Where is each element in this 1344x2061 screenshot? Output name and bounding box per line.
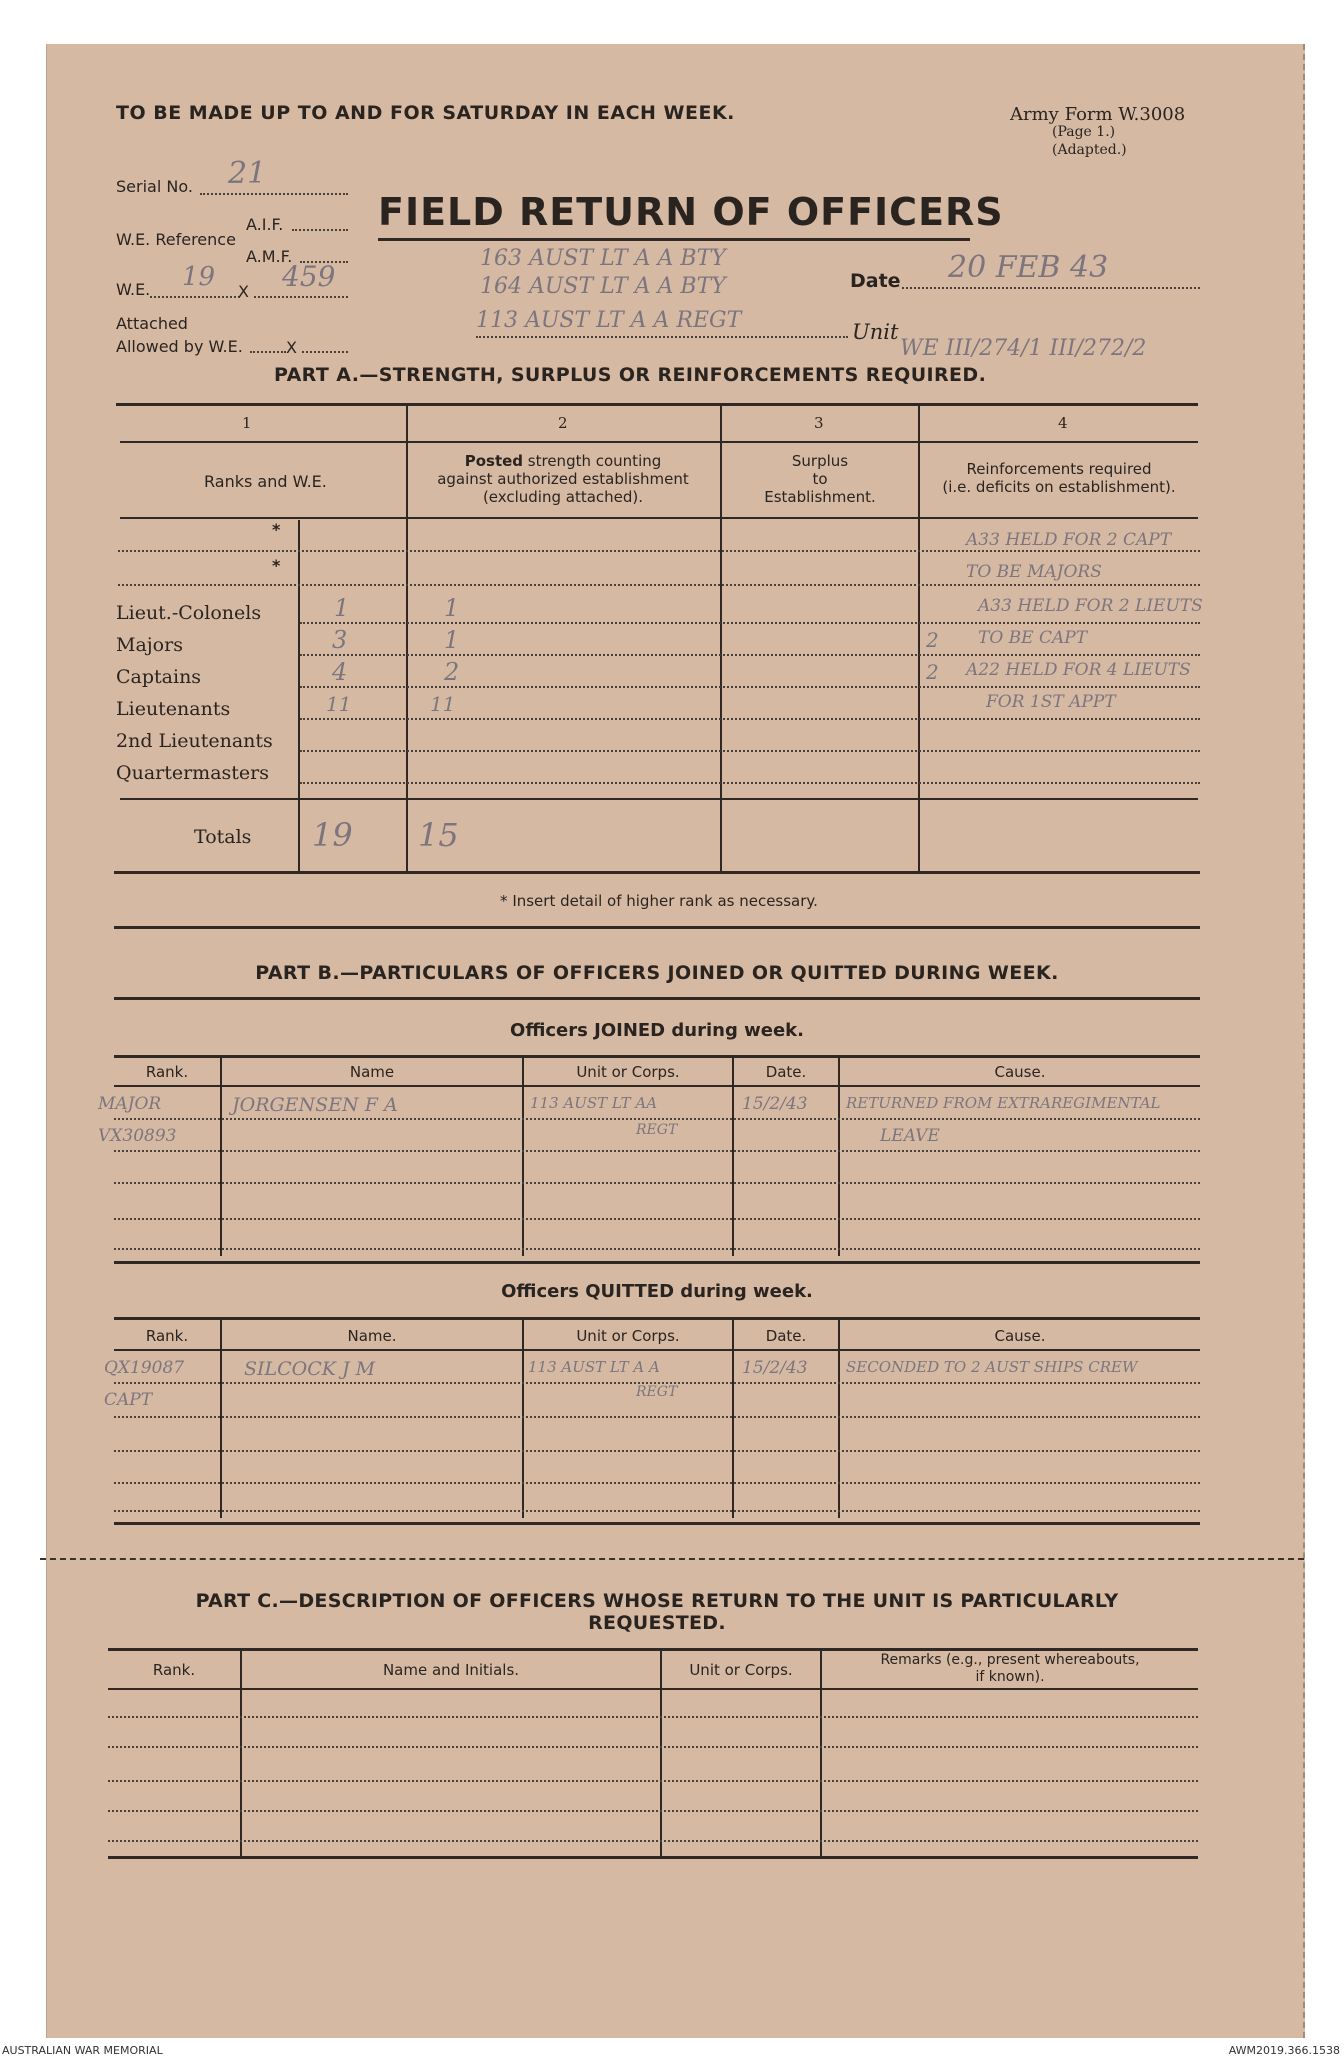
part-c-header-unit: Unit or Corps. xyxy=(689,1661,793,1679)
posted-captains: 2 xyxy=(444,658,460,686)
star-row-2: * xyxy=(272,556,281,575)
part-c-row-line-2 xyxy=(108,1746,1198,1748)
quitted-title: Officers QUITTED during week. xyxy=(501,1281,813,1302)
joined-top-rule xyxy=(114,1055,1200,1058)
reinf-note-6: FOR 1ST APPT xyxy=(986,692,1116,712)
reinf-note-1: A33 HELD FOR 2 CAPT xyxy=(966,530,1172,550)
quitted-row1-name: SILCOCK J M xyxy=(244,1358,376,1380)
joined-header-rank: Rank. xyxy=(145,1063,189,1081)
part-c-col-divider-2 xyxy=(660,1650,662,1856)
reinf-note-2: TO BE MAJORS xyxy=(966,562,1102,582)
joined-row-line-4 xyxy=(114,1218,1200,1220)
unit-label: Unit xyxy=(852,320,899,344)
title-underline xyxy=(378,238,970,241)
rank-lieut-colonels: Lieut.-Colonels xyxy=(116,602,262,624)
joined-row-line-1 xyxy=(114,1118,1200,1120)
part-c-header-rule xyxy=(108,1688,1198,1690)
total-we: 19 xyxy=(312,816,353,854)
rank-lieutenants: Lieutenants xyxy=(116,698,231,720)
quitted-row-line-5 xyxy=(114,1510,1200,1512)
part-c-title-line2: REQUESTED. xyxy=(588,1612,726,1634)
part-c-row-line-5 xyxy=(108,1840,1198,1842)
part-c-top-rule xyxy=(108,1648,1198,1651)
form-title: FIELD RETURN OF OFFICERS xyxy=(378,190,1004,234)
form-name: Army Form W.3008 xyxy=(1010,104,1186,125)
rank-captains: Captains xyxy=(116,666,202,688)
quitted-row2-rank: CAPT xyxy=(104,1390,153,1410)
joined-header-unit: Unit or Corps. xyxy=(576,1063,680,1081)
quitted-row1-rank: QX19087 xyxy=(104,1358,185,1378)
posted-majors: 1 xyxy=(444,626,460,654)
we-value-2: 459 xyxy=(282,260,336,293)
form-page: (Page 1.) xyxy=(1052,124,1116,140)
joined-header-name: Name xyxy=(349,1063,395,1081)
aif-line xyxy=(292,229,348,231)
part-c-title-line1: PART C.—DESCRIPTION OF OFFICERS WHOSE RETURN TO THE UNIT IS PARTICULARLY xyxy=(195,1590,1119,1612)
allowed-label: Allowed by W.E. xyxy=(116,337,243,356)
serial-line xyxy=(200,193,348,195)
rank-line-1 xyxy=(300,622,1200,624)
quitted-row-line-3 xyxy=(114,1450,1200,1452)
we-lieut-colonels: 1 xyxy=(334,594,350,622)
star-row-line-2 xyxy=(118,584,1200,586)
reinf-captains: 2 xyxy=(926,660,939,684)
rank-quartermasters: Quartermasters xyxy=(116,762,269,784)
part-a-title: PART A.—STRENGTH, SURPLUS OR REINFORCEMENTS REQUIRED. xyxy=(274,364,987,386)
part-c-bottom-rule xyxy=(108,1856,1198,1859)
joined-row1-name: JORGENSEN F A xyxy=(232,1094,398,1116)
we-note: WE III/274/1 III/272/2 xyxy=(900,336,1147,361)
we-captains: 4 xyxy=(332,658,348,686)
we-lieutenants: 11 xyxy=(326,692,352,716)
attached-label: Attached xyxy=(116,314,188,333)
unit-line-1: 163 AUST LT A A BTY xyxy=(480,246,726,271)
footer-right: AWM2019.366.1538 xyxy=(1228,2044,1340,2057)
rank-line-3 xyxy=(300,686,1200,688)
quitted-header-cause: Cause. xyxy=(994,1327,1046,1345)
col-number-3: 3 xyxy=(814,414,824,432)
rank-majors: Majors xyxy=(116,634,183,656)
part-c-col-divider-1 xyxy=(240,1650,242,1856)
we-line-2 xyxy=(254,296,348,298)
serial-value: 21 xyxy=(228,156,267,191)
part-a-footnote: * Insert detail of higher rank as necessary. xyxy=(500,892,818,910)
col3-header-line1: Surplus xyxy=(791,452,849,470)
joined-bottom-rule xyxy=(114,1261,1200,1264)
reinf-majors: 2 xyxy=(926,628,939,652)
we-majors: 3 xyxy=(332,626,348,654)
joined-row1-cause: RETURNED FROM EXTRAREGIMENTAL xyxy=(846,1094,1161,1112)
joined-header-date: Date. xyxy=(765,1063,807,1081)
joined-row-line-5 xyxy=(114,1248,1200,1250)
reinf-note-3: A33 HELD FOR 2 LIEUTS xyxy=(978,596,1203,616)
date-line xyxy=(902,287,1200,289)
quitted-header-rank: Rank. xyxy=(145,1327,189,1345)
part-c-row-line-3 xyxy=(108,1780,1198,1782)
allowed-line-1 xyxy=(250,351,286,353)
quitted-header-name: Name. xyxy=(347,1327,397,1345)
col4-header-line2: (i.e. deficits on establishment). xyxy=(942,478,1176,496)
star-row-1: * xyxy=(272,520,281,539)
quitted-top-rule xyxy=(114,1317,1200,1320)
joined-header-cause: Cause. xyxy=(994,1063,1046,1081)
quitted-header-unit: Unit or Corps. xyxy=(576,1327,680,1345)
we-label: W.E. xyxy=(116,280,151,299)
allowed-x-label: X xyxy=(286,338,297,357)
quitted-bottom-rule xyxy=(114,1522,1200,1525)
joined-row2-rank: VX30893 xyxy=(98,1126,177,1146)
unit-dotted-line xyxy=(476,336,848,338)
total-posted: 15 xyxy=(418,816,459,854)
quitted-row1-date: 15/2/43 xyxy=(742,1358,808,1378)
footer-left: AUSTRALIAN WAR MEMORIAL xyxy=(2,2044,163,2057)
part-a-we-divider xyxy=(298,520,300,871)
joined-row1-rank: MAJOR xyxy=(98,1094,162,1114)
we-value-1: 19 xyxy=(182,262,216,292)
instruction-text: TO BE MADE UP TO AND FOR SATURDAY IN EACH WEEK. xyxy=(116,102,735,124)
part-c-header-remarks-2: if known). xyxy=(975,1669,1045,1685)
posted-lieut-colonels: 1 xyxy=(444,594,460,622)
perforation-line xyxy=(40,1558,1304,1560)
quitted-header-date: Date. xyxy=(765,1327,807,1345)
posted-lieutenants: 11 xyxy=(430,692,456,716)
quitted-row-line-4 xyxy=(114,1482,1200,1484)
rank-line-4 xyxy=(300,718,1200,720)
date-value: 20 FEB 43 xyxy=(948,250,1109,285)
star-row-line-1 xyxy=(118,550,1200,552)
part-c-header-rank: Rank. xyxy=(152,1661,196,1679)
col2-header-line3: (excluding attached). xyxy=(482,488,644,506)
col-number-4: 4 xyxy=(1058,414,1068,432)
joined-row-line-2 xyxy=(114,1150,1200,1152)
joined-row2-unit: REGT xyxy=(636,1122,678,1138)
quitted-header-rule xyxy=(114,1349,1200,1351)
joined-header-rule xyxy=(114,1085,1200,1087)
aif-label: A.I.F. xyxy=(246,215,284,234)
joined-title: Officers JOINED during week. xyxy=(510,1020,804,1041)
quitted-row1-unit: 113 AUST LT A A xyxy=(528,1358,660,1376)
we-reference-label: W.E. Reference xyxy=(116,230,236,249)
part-c-header-name: Name and Initials. xyxy=(382,1661,520,1679)
totals-label: Totals xyxy=(194,826,252,848)
col3-header-line2: to xyxy=(812,470,828,488)
part-b-title-rule xyxy=(114,997,1200,1000)
joined-row2-cause: LEAVE xyxy=(880,1126,940,1146)
quitted-row1-cause: SECONDED TO 2 AUST SHIPS CREW xyxy=(846,1358,1138,1376)
part-c-row-line-4 xyxy=(108,1810,1198,1812)
unit-line-3: 113 AUST LT A A REGT xyxy=(476,308,742,333)
col-number-2: 2 xyxy=(558,414,568,432)
part-a-bottom-rule xyxy=(114,871,1200,874)
joined-row-line-3 xyxy=(114,1182,1200,1184)
unit-line-2: 164 AUST LT A A BTY xyxy=(480,274,726,299)
rank-2nd-lieutenants: 2nd Lieutenants xyxy=(116,730,273,752)
part-c-row-line-1 xyxy=(108,1716,1198,1718)
col-number-1: 1 xyxy=(242,414,252,432)
part-c-header-remarks-1: Remarks (e.g., present whereabouts, xyxy=(880,1652,1140,1668)
reinf-note-5: A22 HELD FOR 4 LIEUTS xyxy=(966,660,1191,680)
quitted-row-line-2 xyxy=(114,1416,1200,1418)
quitted-row2-unit: REGT xyxy=(636,1384,678,1400)
col3-header-line3: Establishment. xyxy=(764,488,876,506)
amf-label: A.M.F. xyxy=(246,247,293,266)
header-bottom-rule xyxy=(120,517,1198,519)
joined-row1-unit: 113 AUST LT AA xyxy=(530,1094,658,1112)
part-a-footnote-rule xyxy=(114,926,1200,929)
date-label: Date xyxy=(850,270,901,292)
form-adapted: (Adapted.) xyxy=(1052,142,1127,158)
col1-header: Ranks and W.E. xyxy=(204,472,327,491)
we-x-label: X xyxy=(238,282,249,301)
totals-top-rule xyxy=(120,798,1198,800)
we-line-1 xyxy=(150,296,240,298)
rank-line-5 xyxy=(300,750,1200,752)
allowed-line-2 xyxy=(302,351,348,353)
col2-header-line1: Posted strength counting xyxy=(464,452,662,470)
reinf-note-4: TO BE CAPT xyxy=(978,628,1088,648)
rank-line-6 xyxy=(300,782,1200,784)
rank-line-2 xyxy=(300,654,1200,656)
col2-header-line2: against authorized establishment xyxy=(437,470,689,488)
part-b-title: PART B.—PARTICULARS OF OFFICERS JOINED OR QUITTED DURING WEEK. xyxy=(255,962,1059,984)
part-a-top-rule xyxy=(116,403,1198,406)
serial-label: Serial No. xyxy=(116,177,193,196)
joined-row1-date: 15/2/43 xyxy=(742,1094,808,1114)
col-number-rule xyxy=(120,441,1198,443)
col4-header-line1: Reinforcements required xyxy=(966,460,1152,478)
